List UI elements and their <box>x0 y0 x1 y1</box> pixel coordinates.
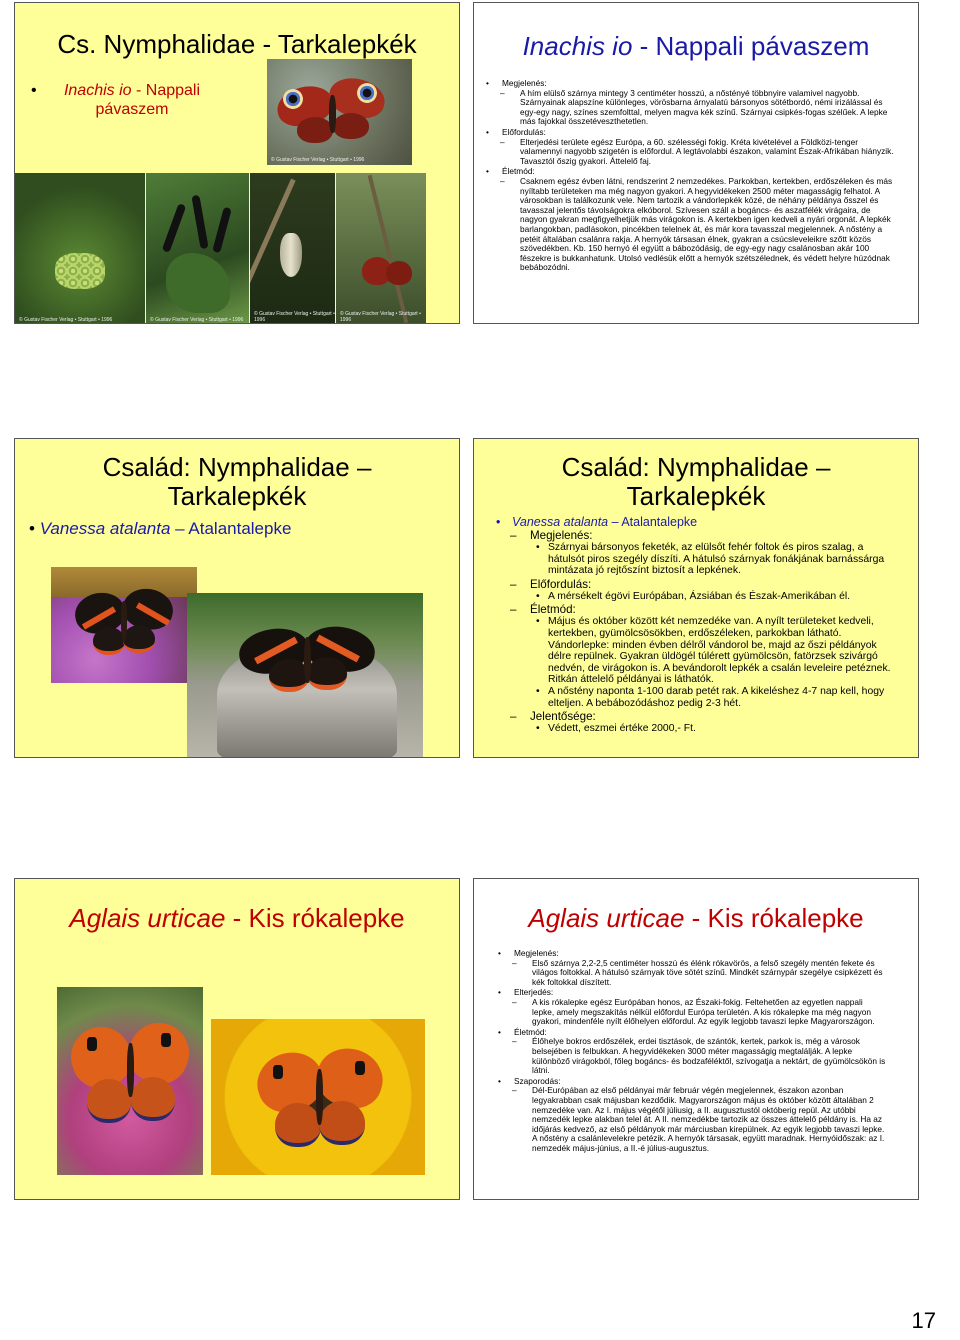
section-text: – Csaknem egész évben látni, rendszerint 2 nemzedékes. Parkokban, kertekben, erdőszéleken és más nyíltabb területeken ma még nagyon gyakori. A hegyvidékeken 2500 méter magasságig felhatol. A városokban is találkozunk vele. Nem tartozik a vándorlepkék közé, de néhány példánya ősszel és tavasszal jelentős távolságokra elkóborol. Szívesen száll a bogáncs- és aszatfélék virágaira, de nagyon gyakran megfigyelhetjük más virágokon is. A kertekben igen kedveli a nyári orgonát. A lepkék barlangokban, padlásokon, pincékben telelnek át, és már kora tavasszal megjelennek. A nőstény a petéit általában csalánra rakja. A hernyók társasan élnek, gyakran a csúcsleveleikre szőtt közös szövedékben. Kb. 150 hernyó él együtt a bábozódásig, de egy-egy nagy csalánosban akár 100 fészekre is bukkanhatunk. Utolsó vedlésük előtt a hernyók szétszélednek, és védett helyre húzódnak bebábozódni. <box>486 177 898 273</box>
slide-title: Cs. Nymphalidae - Tarkalepkék <box>57 29 417 59</box>
section-heading: • Elterjedés: <box>498 988 886 998</box>
section-heading: – Jelentősége: <box>496 710 898 723</box>
section-heading: • Szaporodás: <box>498 1077 886 1087</box>
photo-credit: © Gustav Fischer Verlag • Stuttgart • 1996 <box>271 157 365 163</box>
species-common-name: - Kis rókalepke <box>225 903 405 933</box>
page-number: 17 <box>911 1308 936 1333</box>
species-name: Inachis io <box>63 82 132 99</box>
eggs-photo: © Gustav Fischer Verlag • Stuttgart • 1996 <box>15 173 145 324</box>
slide-title <box>15 903 459 933</box>
slide-body <box>486 79 898 273</box>
title-line-2: Tarkalepkék <box>167 481 307 511</box>
section-text: – A hím elülső szárnya mintegy 3 centiméter hosszú, a nőstényé többnyire valamivel nagyobb. Szárnyainak alapszíne különleges, vörösbarna árnyalatú bársonyos sötétbordó, némi irizálással és egy-egy nagy, színes szemfolttal, melyen magva kék színű. Szárnyai csipkés-fogas szélűek. A lepke más fajokkal összetéveszthetetlen. <box>486 89 898 127</box>
caterpillars-photo: © Gustav Fischer Verlag • Stuttgart • 1996 <box>146 173 249 324</box>
peacock-photo <box>267 59 412 165</box>
species-name: Inachis io <box>522 31 633 61</box>
section-heading: • Megjelenés: <box>486 79 898 89</box>
section-heading: – Életmód: <box>496 603 898 616</box>
slide-2 <box>473 2 919 324</box>
section-text: – A kis rókalepke egész Európában honos, az Északi-fokig. Feltehetően az egyetlen nappali lepke, amely megszakítás nélkül előfordul Európa területén. A kis rókalepke ma még nagyon gyakori, mindenféle nyílt élőhelyen előfordul. Az egyik legjobb tavaszi lepke Magyarországon. <box>498 998 886 1027</box>
species-common-name: - Nappali pávaszem <box>632 31 870 61</box>
slide-1 <box>14 2 460 324</box>
species-name: Aglais urticae <box>528 903 685 933</box>
slide-bullet: • Vanessa atalanta – Atalantalepke <box>29 519 292 538</box>
section-heading: • Életmód: <box>498 1028 886 1038</box>
slide-4 <box>473 438 919 758</box>
slide-body <box>496 515 898 735</box>
section-heading: • Megjelenés: <box>498 949 886 959</box>
slide-bullet <box>496 515 898 529</box>
title-line-1: Család: Nymphalidae – <box>102 452 372 482</box>
slide-title <box>474 453 918 511</box>
title-line-1: Család: Nymphalidae – <box>561 452 831 482</box>
tortoiseshell-on-sunflower-photo <box>211 1019 425 1175</box>
section-text: • Védett, eszmei értéke 2000,- Ft. <box>496 723 898 735</box>
admiral-on-flowers-photo <box>51 567 197 683</box>
section-text: – Elterjedési területe egész Európa, a 60. szélességi fokig. Kréta kivételével a Földközi-tenger valamennyi nagyobb szigetén is előfordul. A legtávolabbi északon, valamint Észak-Afrikában hiányzik. Tavasztól őszig gyakori. Áttelelő faj. <box>486 138 898 167</box>
slide-title <box>474 903 918 933</box>
species-common-name: - Nappali pávaszem <box>95 82 201 118</box>
section-text: • A mérsékelt égövi Európában, Ázsiában és Észak-Amerikában él. <box>496 591 898 603</box>
species-common-name: – Atalantalepke <box>170 519 292 538</box>
species-common-name: - Kis rókalepke <box>684 903 864 933</box>
section-text: • Szárnyai bársonyos feketék, az elülsőt fehér foltok és piros szalag, a hátulsót piros szegély díszíti. A hátulsó szárnyak fonákjának barnássárga mintázata jó rejtőszínt biztosít a lepkének. <box>496 542 898 577</box>
section-heading: – Megjelenés: <box>496 529 898 542</box>
section-heading: • Előfordulás: <box>486 128 898 138</box>
title-line-2: Tarkalepkék <box>626 481 766 511</box>
slide-title <box>474 31 918 61</box>
section-text: – Élőhelye bokros erdőszélek, erdei tisztások, de szántók, kertek, parkok is, még a városok belsejében is felbukkan. A hegyvidékeken 3000 méter magasságig megtalálják. A lepke különböző virágokból, főleg bogáncs- és bodzaféléktől, szívogatja a nektárt, de gyümölcsökön is látni. <box>498 1037 886 1075</box>
slide-5 <box>14 878 460 1200</box>
tortoiseshell-on-flowers-photo <box>57 987 203 1175</box>
species-name: Aglais urticae <box>69 903 226 933</box>
slide-title <box>15 453 459 511</box>
section-text: • A nőstény naponta 1-100 darab petét rak. A kikeléshez 4-7 nap kell, hogy elteljen. A bebábozódáshoz pedig 2-3 hét. <box>496 686 898 709</box>
emerging-butterfly-photo: © Gustav Fischer Verlag • Stuttgart • 1996 <box>336 173 426 324</box>
section-heading: – Előfordulás: <box>496 578 898 591</box>
slide-bullet: • Inachis io - Nappali pávaszem <box>31 82 201 118</box>
section-heading: • Életmód: <box>486 167 898 177</box>
slide-6 <box>473 878 919 1200</box>
pupa-photo: © Gustav Fischer Verlag • Stuttgart • 1996 <box>250 173 335 324</box>
section-text: • Május és október között két nemzedéke van. A nyílt területeket kedveli, kertekben, gyümölcsösökben, erdőszéleken, parkokban látható. Vándorlepke: minden évben délről vándorol be, majd az őszi példányok délre repülnek. Gyakran üldögél túlérett gyümölcsön, fatörzsek szivárgó nedvén, de virágokon is. A bevándorolt lepkék a csalán leveleire petéznek. Ritkán áttelelő példányai is láthatók. <box>496 616 898 686</box>
admiral-on-stump-photo <box>187 593 423 758</box>
species-common-name: – Atalantalepke <box>608 515 698 529</box>
species-name: Vanessa atalanta <box>39 519 171 538</box>
slide-3 <box>14 438 460 758</box>
slide-body <box>498 949 886 1153</box>
section-text: – Dél-Európában az első példányai már február végén megjelennek, északon azonban legyakrabban csak májusban kezdődik. Magyarországon május és október között általában 2 nemzedéke van. Az I. május végétől júliusig, a II. augusztustól októberig repül. Az utóbbi nemzedék lepke alakban telel át. A II. nemzedékbe tartozik az összes áttelelő példány is. Ha az időjárás kedvező, az első példányok már márciusban kirepülnek. Az egyik legjobb tavaszi lepke. A nőstény a csalánlevelekre petézik. A hernyók társasak, együtt maradnak. Hernyóidőszak: az I. nemzedék május-június, a II.-é július-augusztus. <box>498 1086 886 1153</box>
section-text: – Első szárnya 2,2-2,5 centiméter hosszú és élénk rókavörös, a felső szegély mentén fekete és világos foltokkal. A hátulsó szárnyak töve sötét színű. Mindkét szárnypár szegélye csipkézett és kék foltokkal díszített. <box>498 959 886 988</box>
species-name: Vanessa atalanta <box>512 515 609 529</box>
